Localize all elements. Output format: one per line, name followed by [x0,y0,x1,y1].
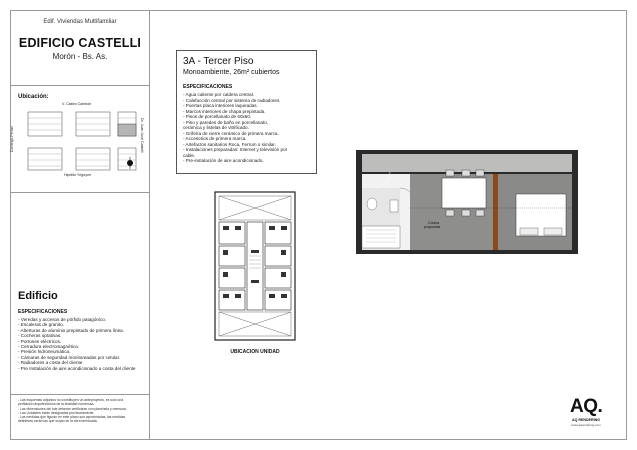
aq-logo: AQ. [570,396,603,417]
note-line: definitivas serán las que surjan de la obra terminada. [18,419,98,424]
unit-specs-heading: ESPECIFICACIONES [183,84,233,90]
list-item: - Piso y paredes de baño en porcellanato, [183,119,269,125]
note-line: perfilación arquitectónica de la finalidad numerosa. [18,402,95,407]
building-title: EDIFICIO CASTELLI [18,36,142,50]
divider [10,85,150,86]
wood-partition [493,174,498,250]
note-line: - Las medidas que figuran en este plano son aproximadas, las medidas [18,415,126,420]
edificio-specs-list [18,317,150,371]
street-right: Dr. Juan José Castelli [140,118,144,153]
list-item: - Presión hidroneumática. [18,349,71,355]
bathtub [362,226,400,248]
list-item: - Aberturas de aluminio prepintado de primera línea. [18,327,124,333]
ubicacion-label: Ubicación: [18,94,49,100]
list-item: cable. [183,152,196,158]
list-item: - Puertas placa interiores laqueadas. [183,103,258,108]
dining-table [442,178,486,208]
list-item: cerámica y listelas de vitrificado. [183,125,249,130]
building-key-plan [205,190,305,342]
unit-title: 3A - Tercer Piso [183,56,254,67]
building-location: Morón - Bs. As. [52,52,108,61]
list-item: - Radiadores a costa del cliente [18,360,83,366]
sink [390,200,398,212]
toilet [367,198,377,210]
street-top: V. Castro Cambón [62,102,92,106]
list-item: - Portones eléctricos. [18,338,62,344]
unit-specs-list [183,92,310,164]
unit-subtitle: Monoambiente, 26m² cubiertos [183,69,280,76]
note-line: - Las dimensiones del lote deberán verificarse con planchela y mensura. [18,406,127,411]
location-map [16,102,144,182]
list-item: - Cámaras de seguridad monitoreadas por celular. [18,354,121,360]
divider [10,192,150,193]
list-item: - Pisos de porcellanato de 60x60. [183,114,252,119]
unit-floor-plan [352,148,584,260]
list-item: - Cocheras optativas. [18,333,62,339]
list-item: - Grifería de cierre cerámico de primera marca. [183,130,279,136]
list-item: - Marcos interiores de chapa prepintada. [183,108,266,114]
list-item: - Pre Instalación de aire acondicionado a costa del cliente [18,365,136,371]
edificio-specs-heading: ESPECIFICACIONES [18,309,68,315]
building-type: Edif. Viviendas Multifamiliar [43,19,117,25]
logo-name: AQ RENDERING [572,418,600,422]
list-item: - Escaleras de granito. [18,322,64,328]
kitchen-label-2: propuesta [424,225,440,229]
edificio-title: Edificio [18,290,58,302]
list-item: - Agua caliente por caldera central. [183,92,254,97]
note-line: - Las esquemas adjuntos no constituyen un anteproyecto, es solo una [18,398,124,402]
list-item: - Accesorios de primera marca. [183,136,247,141]
list-item: - Veredas y accesos de pórfido patagónico. [18,317,107,322]
ubicacion-unidad-label: UBICACION UNIDAD [230,349,280,355]
list-item: - Instalaciones preparadas: Internet y televisión por [183,147,288,152]
list-item: - Cerradura electromagnética. [18,344,80,350]
list-item: - Artefactos sanitarios Roca, Ferrum o similar. [183,141,276,147]
lot-highlight [118,124,136,136]
street-left: Domingo Ferrari [10,126,14,152]
unit-info-box [176,50,317,174]
list-item: - Pre-instalación de aire acondicionado. [183,158,264,163]
street-bottom: Hipólito Yrigoyen [64,173,92,177]
divider [10,394,150,395]
disclaimer-notes [18,398,150,424]
kitchen-label: Cocina [428,221,440,225]
left-column [10,10,150,440]
logo-url: www.aqrendering.com [571,423,601,427]
note-line: - Las Unidades están designadas provisoriamente. [18,410,95,415]
list-item: - Calefacción central por sistema de radiadores. [183,97,281,103]
